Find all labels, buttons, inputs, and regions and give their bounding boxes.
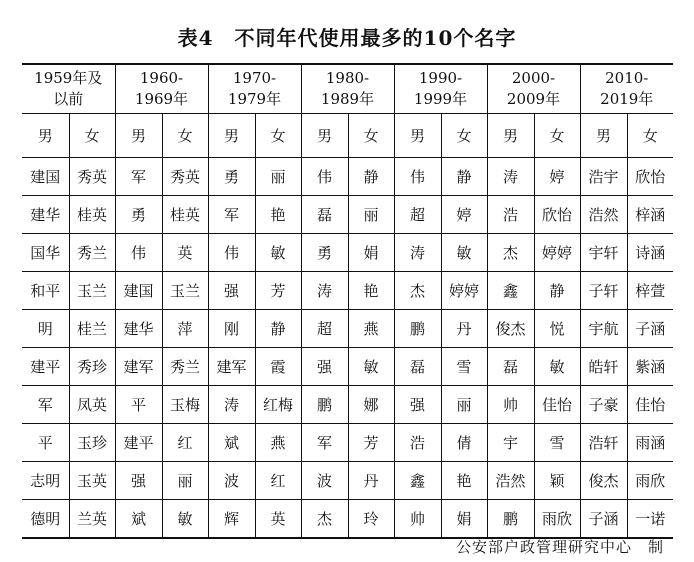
name-cell: 子涵 bbox=[580, 500, 627, 539]
name-cell: 军 bbox=[208, 196, 255, 234]
name-cell: 军 bbox=[115, 158, 162, 196]
name-cell: 秀珍 bbox=[69, 348, 115, 386]
name-cell: 鹏 bbox=[487, 500, 534, 539]
name-cell: 霞 bbox=[255, 348, 301, 386]
name-cell: 婷婷 bbox=[534, 234, 580, 272]
name-cell: 静 bbox=[441, 158, 487, 196]
name-cell: 超 bbox=[301, 310, 348, 348]
name-cell: 敏 bbox=[348, 348, 394, 386]
name-cell: 秀英 bbox=[162, 158, 208, 196]
sex-header-cell: 女 bbox=[627, 114, 673, 158]
name-cell: 磊 bbox=[301, 196, 348, 234]
name-cell: 艳 bbox=[348, 272, 394, 310]
names-table bbox=[22, 63, 673, 539]
name-cell: 娜 bbox=[348, 386, 394, 424]
sex-header-cell: 女 bbox=[162, 114, 208, 158]
name-cell: 红 bbox=[255, 462, 301, 500]
name-cell: 静 bbox=[255, 310, 301, 348]
name-cell: 雨涵 bbox=[627, 424, 673, 462]
name-cell: 鹏 bbox=[301, 386, 348, 424]
name-cell: 浩然 bbox=[487, 462, 534, 500]
period-label: 1959年及以前 bbox=[34, 69, 103, 108]
name-cell: 建国 bbox=[22, 158, 69, 196]
sex-header-cell: 女 bbox=[534, 114, 580, 158]
name-cell: 军 bbox=[301, 424, 348, 462]
name-cell: 丹 bbox=[441, 310, 487, 348]
name-cell: 建军 bbox=[208, 348, 255, 386]
sex-header-cell: 女 bbox=[441, 114, 487, 158]
name-cell: 婷 bbox=[534, 158, 580, 196]
name-cell: 强 bbox=[208, 272, 255, 310]
table-body bbox=[22, 158, 673, 539]
name-cell: 兰英 bbox=[69, 500, 115, 539]
sex-header-cell: 男 bbox=[22, 114, 69, 158]
name-cell: 浩然 bbox=[580, 196, 627, 234]
name-cell: 斌 bbox=[115, 500, 162, 539]
name-cell: 宇轩 bbox=[580, 234, 627, 272]
sex-header-cell: 男 bbox=[208, 114, 255, 158]
name-cell: 玉兰 bbox=[162, 272, 208, 310]
name-cell: 平 bbox=[22, 424, 69, 462]
name-cell: 佳怡 bbox=[534, 386, 580, 424]
name-cell: 建军 bbox=[115, 348, 162, 386]
name-cell: 雪 bbox=[534, 424, 580, 462]
name-cell: 志明 bbox=[22, 462, 69, 500]
name-cell: 丽 bbox=[348, 196, 394, 234]
name-cell: 一诺 bbox=[627, 500, 673, 539]
name-cell: 静 bbox=[534, 272, 580, 310]
period-header bbox=[301, 64, 394, 114]
name-cell: 子豪 bbox=[580, 386, 627, 424]
name-cell: 强 bbox=[394, 386, 441, 424]
sex-header-cell: 女 bbox=[348, 114, 394, 158]
name-cell: 建国 bbox=[115, 272, 162, 310]
name-cell: 佳怡 bbox=[627, 386, 673, 424]
sex-header-cell: 男 bbox=[487, 114, 534, 158]
name-cell: 俊杰 bbox=[580, 462, 627, 500]
name-cell: 磊 bbox=[487, 348, 534, 386]
table-row bbox=[22, 386, 673, 424]
table-row bbox=[22, 462, 673, 500]
table-row bbox=[22, 234, 673, 272]
name-cell: 凤英 bbox=[69, 386, 115, 424]
period-label: 1980-1989年 bbox=[320, 69, 375, 108]
name-cell: 欣怡 bbox=[627, 158, 673, 196]
period-header bbox=[115, 64, 208, 114]
name-cell: 桂兰 bbox=[69, 310, 115, 348]
sex-header-row bbox=[22, 114, 673, 158]
name-cell: 刚 bbox=[208, 310, 255, 348]
name-cell: 德明 bbox=[22, 500, 69, 539]
name-cell: 明 bbox=[22, 310, 69, 348]
name-cell: 建平 bbox=[22, 348, 69, 386]
name-cell: 萍 bbox=[162, 310, 208, 348]
name-cell: 涛 bbox=[394, 234, 441, 272]
name-cell: 浩宇 bbox=[580, 158, 627, 196]
name-cell: 雪 bbox=[441, 348, 487, 386]
period-header bbox=[22, 64, 115, 114]
sex-header-cell: 女 bbox=[255, 114, 301, 158]
name-cell: 桂英 bbox=[162, 196, 208, 234]
name-cell: 英 bbox=[162, 234, 208, 272]
table-row bbox=[22, 500, 673, 539]
name-cell: 伟 bbox=[208, 234, 255, 272]
name-cell: 梓涵 bbox=[627, 196, 673, 234]
sex-header-cell: 男 bbox=[301, 114, 348, 158]
name-cell: 娟 bbox=[348, 234, 394, 272]
name-cell: 敏 bbox=[441, 234, 487, 272]
name-cell: 娟 bbox=[441, 500, 487, 539]
name-cell: 丽 bbox=[162, 462, 208, 500]
name-cell: 涛 bbox=[487, 158, 534, 196]
name-cell: 建华 bbox=[115, 310, 162, 348]
name-cell: 燕 bbox=[348, 310, 394, 348]
name-cell: 丹 bbox=[348, 462, 394, 500]
name-cell: 斌 bbox=[208, 424, 255, 462]
name-cell: 勇 bbox=[301, 234, 348, 272]
name-cell: 丽 bbox=[441, 386, 487, 424]
name-cell: 伟 bbox=[115, 234, 162, 272]
name-cell: 宇航 bbox=[580, 310, 627, 348]
table-row bbox=[22, 310, 673, 348]
name-cell: 鑫 bbox=[487, 272, 534, 310]
name-cell: 帅 bbox=[394, 500, 441, 539]
name-cell: 浩轩 bbox=[580, 424, 627, 462]
period-header bbox=[394, 64, 487, 114]
name-cell: 伟 bbox=[301, 158, 348, 196]
name-cell: 雨欣 bbox=[534, 500, 580, 539]
period-label: 2010-2019年 bbox=[600, 69, 654, 108]
name-cell: 浩 bbox=[394, 424, 441, 462]
name-cell: 勇 bbox=[208, 158, 255, 196]
name-cell: 鑫 bbox=[394, 462, 441, 500]
sex-header-cell: 男 bbox=[394, 114, 441, 158]
name-cell: 静 bbox=[348, 158, 394, 196]
name-cell: 秀英 bbox=[69, 158, 115, 196]
name-cell: 梓萱 bbox=[627, 272, 673, 310]
period-label: 1960-1969年 bbox=[134, 69, 189, 108]
name-cell: 悦 bbox=[534, 310, 580, 348]
table-row bbox=[22, 424, 673, 462]
name-cell: 宇 bbox=[487, 424, 534, 462]
table-row bbox=[22, 158, 673, 196]
name-cell: 颖 bbox=[534, 462, 580, 500]
name-cell: 红 bbox=[162, 424, 208, 462]
table-title: 表4 不同年代使用最多的10个名字 bbox=[177, 26, 517, 50]
name-cell: 婷 bbox=[441, 196, 487, 234]
name-cell: 鹏 bbox=[394, 310, 441, 348]
name-cell: 芳 bbox=[255, 272, 301, 310]
table-row bbox=[22, 196, 673, 234]
name-cell: 紫涵 bbox=[627, 348, 673, 386]
name-cell: 丽 bbox=[255, 158, 301, 196]
name-cell: 桂英 bbox=[69, 196, 115, 234]
name-cell: 玉珍 bbox=[69, 424, 115, 462]
name-cell: 超 bbox=[394, 196, 441, 234]
name-cell: 敏 bbox=[255, 234, 301, 272]
period-label: 1970-1979年 bbox=[227, 69, 282, 108]
name-cell: 波 bbox=[208, 462, 255, 500]
name-cell: 秀兰 bbox=[69, 234, 115, 272]
period-header bbox=[580, 64, 673, 114]
period-header-row bbox=[22, 64, 673, 114]
name-cell: 玉梅 bbox=[162, 386, 208, 424]
name-cell: 杰 bbox=[301, 500, 348, 539]
name-cell: 磊 bbox=[394, 348, 441, 386]
name-cell: 红梅 bbox=[255, 386, 301, 424]
name-cell: 雨欣 bbox=[627, 462, 673, 500]
name-cell: 杰 bbox=[487, 234, 534, 272]
name-cell: 涛 bbox=[208, 386, 255, 424]
name-cell: 敏 bbox=[162, 500, 208, 539]
period-header bbox=[487, 64, 580, 114]
name-cell: 俊杰 bbox=[487, 310, 534, 348]
name-cell: 诗涵 bbox=[627, 234, 673, 272]
name-cell: 建平 bbox=[115, 424, 162, 462]
name-cell: 婷婷 bbox=[441, 272, 487, 310]
name-cell: 玲 bbox=[348, 500, 394, 539]
name-cell: 英 bbox=[255, 500, 301, 539]
name-cell: 杰 bbox=[394, 272, 441, 310]
name-cell: 军 bbox=[22, 386, 69, 424]
period-label: 1990-1999年 bbox=[413, 69, 468, 108]
table-row bbox=[22, 272, 673, 310]
period-header bbox=[208, 64, 301, 114]
name-cell: 燕 bbox=[255, 424, 301, 462]
name-cell: 波 bbox=[301, 462, 348, 500]
name-cell: 子轩 bbox=[580, 272, 627, 310]
name-cell: 帅 bbox=[487, 386, 534, 424]
name-cell: 勇 bbox=[115, 196, 162, 234]
name-cell: 玉英 bbox=[69, 462, 115, 500]
name-cell: 欣怡 bbox=[534, 196, 580, 234]
name-cell: 皓轩 bbox=[580, 348, 627, 386]
table-row bbox=[22, 348, 673, 386]
name-cell: 国华 bbox=[22, 234, 69, 272]
name-cell: 浩 bbox=[487, 196, 534, 234]
sex-header-cell: 女 bbox=[69, 114, 115, 158]
name-cell: 子涵 bbox=[627, 310, 673, 348]
name-cell: 伟 bbox=[394, 158, 441, 196]
name-cell: 芳 bbox=[348, 424, 394, 462]
name-cell: 艳 bbox=[255, 196, 301, 234]
name-cell: 和平 bbox=[22, 272, 69, 310]
period-label: 2000-2009年 bbox=[506, 69, 561, 108]
name-cell: 强 bbox=[115, 462, 162, 500]
name-cell: 倩 bbox=[441, 424, 487, 462]
name-cell: 敏 bbox=[534, 348, 580, 386]
name-cell: 艳 bbox=[441, 462, 487, 500]
sex-header-cell: 男 bbox=[115, 114, 162, 158]
source-credit: 公安部户政管理研究中心 制 bbox=[455, 538, 664, 556]
name-cell: 辉 bbox=[208, 500, 255, 539]
name-cell: 强 bbox=[301, 348, 348, 386]
name-cell: 建华 bbox=[22, 196, 69, 234]
name-cell: 玉兰 bbox=[69, 272, 115, 310]
name-cell: 秀兰 bbox=[162, 348, 208, 386]
name-cell: 涛 bbox=[301, 272, 348, 310]
name-cell: 平 bbox=[115, 386, 162, 424]
sex-header-cell: 男 bbox=[580, 114, 627, 158]
